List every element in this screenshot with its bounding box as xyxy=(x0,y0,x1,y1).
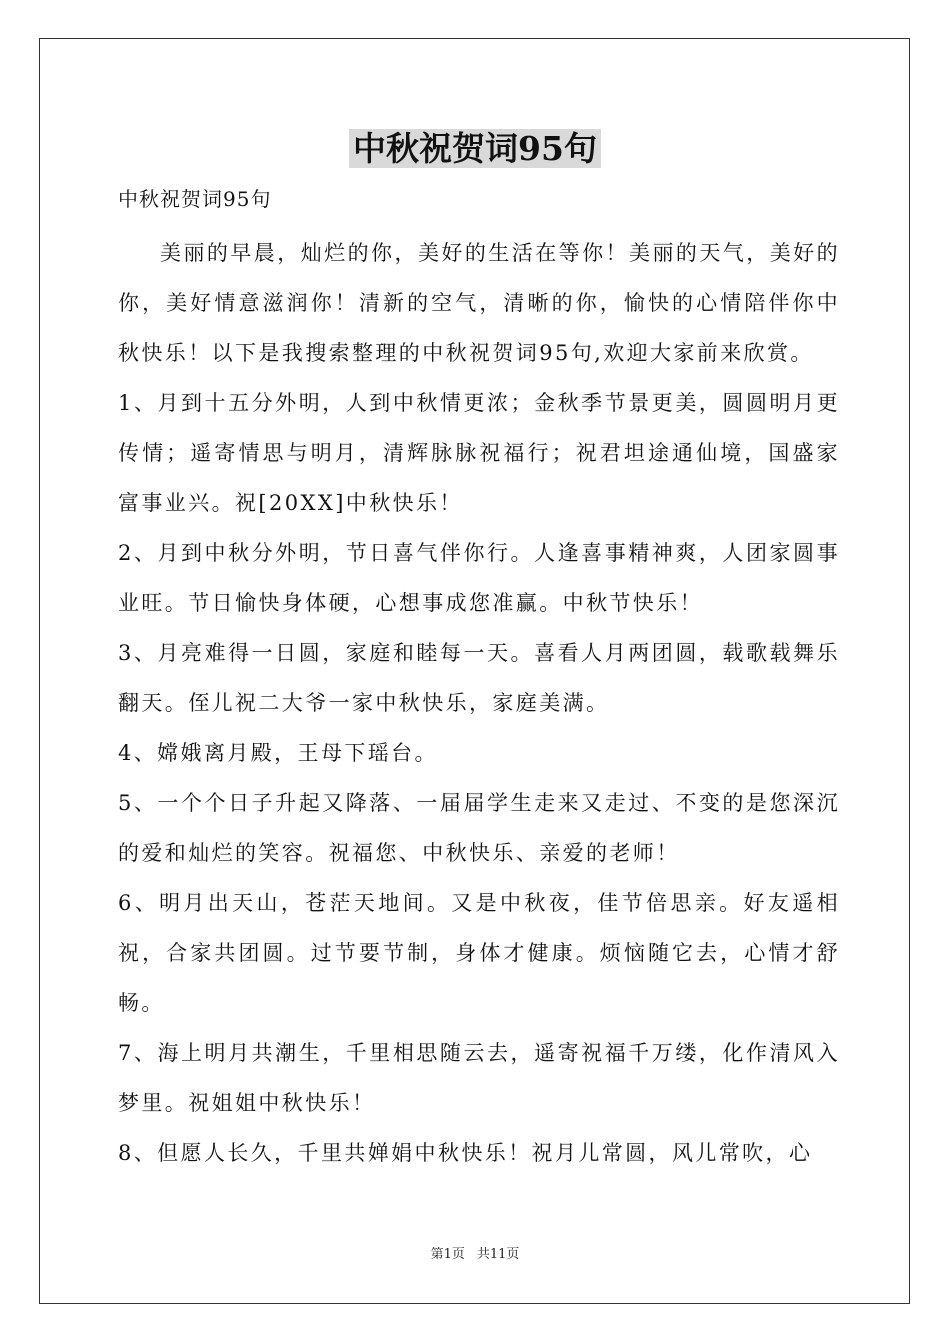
greeting-item-6: 6、明月出天山，苍茫天地间。又是中秋夜，佳节倍思亲。好友遥相祝，合家共团圆。过节要节制，身体才健康。烦恼随它去，心情才舒畅。 xyxy=(118,891,840,1015)
greeting-item-3: 3、月亮难得一日圆，家庭和睦每一天。喜看人月两团圆，载歌载舞乐翻天。侄儿祝二大爷一家中秋快乐，家庭美满。 xyxy=(118,641,840,715)
greeting-item-8: 8、但愿人长久，千里共婵娟中秋快乐！祝月儿常圆，风儿常吹，心 xyxy=(118,1141,813,1165)
page-number: 第1页 xyxy=(430,1247,465,1262)
document-title xyxy=(0,124,950,174)
greeting-item-7: 7、海上明月共潮生，千里相思随云去，遥寄祝福千万缕，化作清风入梦里。祝姐姐中秋快乐！ xyxy=(118,1041,840,1115)
document-subtitle: 中秋祝贺词95句 xyxy=(118,187,272,211)
page-total: 共11页 xyxy=(476,1247,520,1262)
greeting-item-5: 5、一个个日子升起又降落、一届届学生走来又走过、不变的是您深沉的爱和灿烂的笑容。祝福您、中秋快乐、亲爱的老师！ xyxy=(118,791,840,865)
document-title-text: 中秋祝贺词95句 xyxy=(349,129,601,168)
page-footer xyxy=(0,1246,950,1264)
intro-paragraph: 美丽的早晨，灿烂的你，美好的生活在等你！美丽的天气，美好的你，美好情意滋润你！清新的空气，清晰的你，愉快的心情陪伴你中秋快乐！以下是我搜索整理的中秋祝贺词95句,欢迎大家前来欣赏。 xyxy=(118,241,840,365)
document-body xyxy=(118,228,840,1178)
greeting-item-4: 4、嫦娥离月殿，王母下瑶台。 xyxy=(118,741,438,765)
greeting-item-1: 1、月到十五分外明，人到中秋情更浓；金秋季节景更美，圆圆明月更传情；遥寄情思与明月，清辉脉脉祝福行；祝君坦途通仙境，国盛家富事业兴。祝[20XX]中秋快乐！ xyxy=(118,391,840,515)
greeting-item-2: 2、月到中秋分外明，节日喜气伴你行。人逢喜事精神爽，人团家圆事业旺。节日愉快身体硬，心想事成您准赢。中秋节快乐！ xyxy=(118,541,840,615)
